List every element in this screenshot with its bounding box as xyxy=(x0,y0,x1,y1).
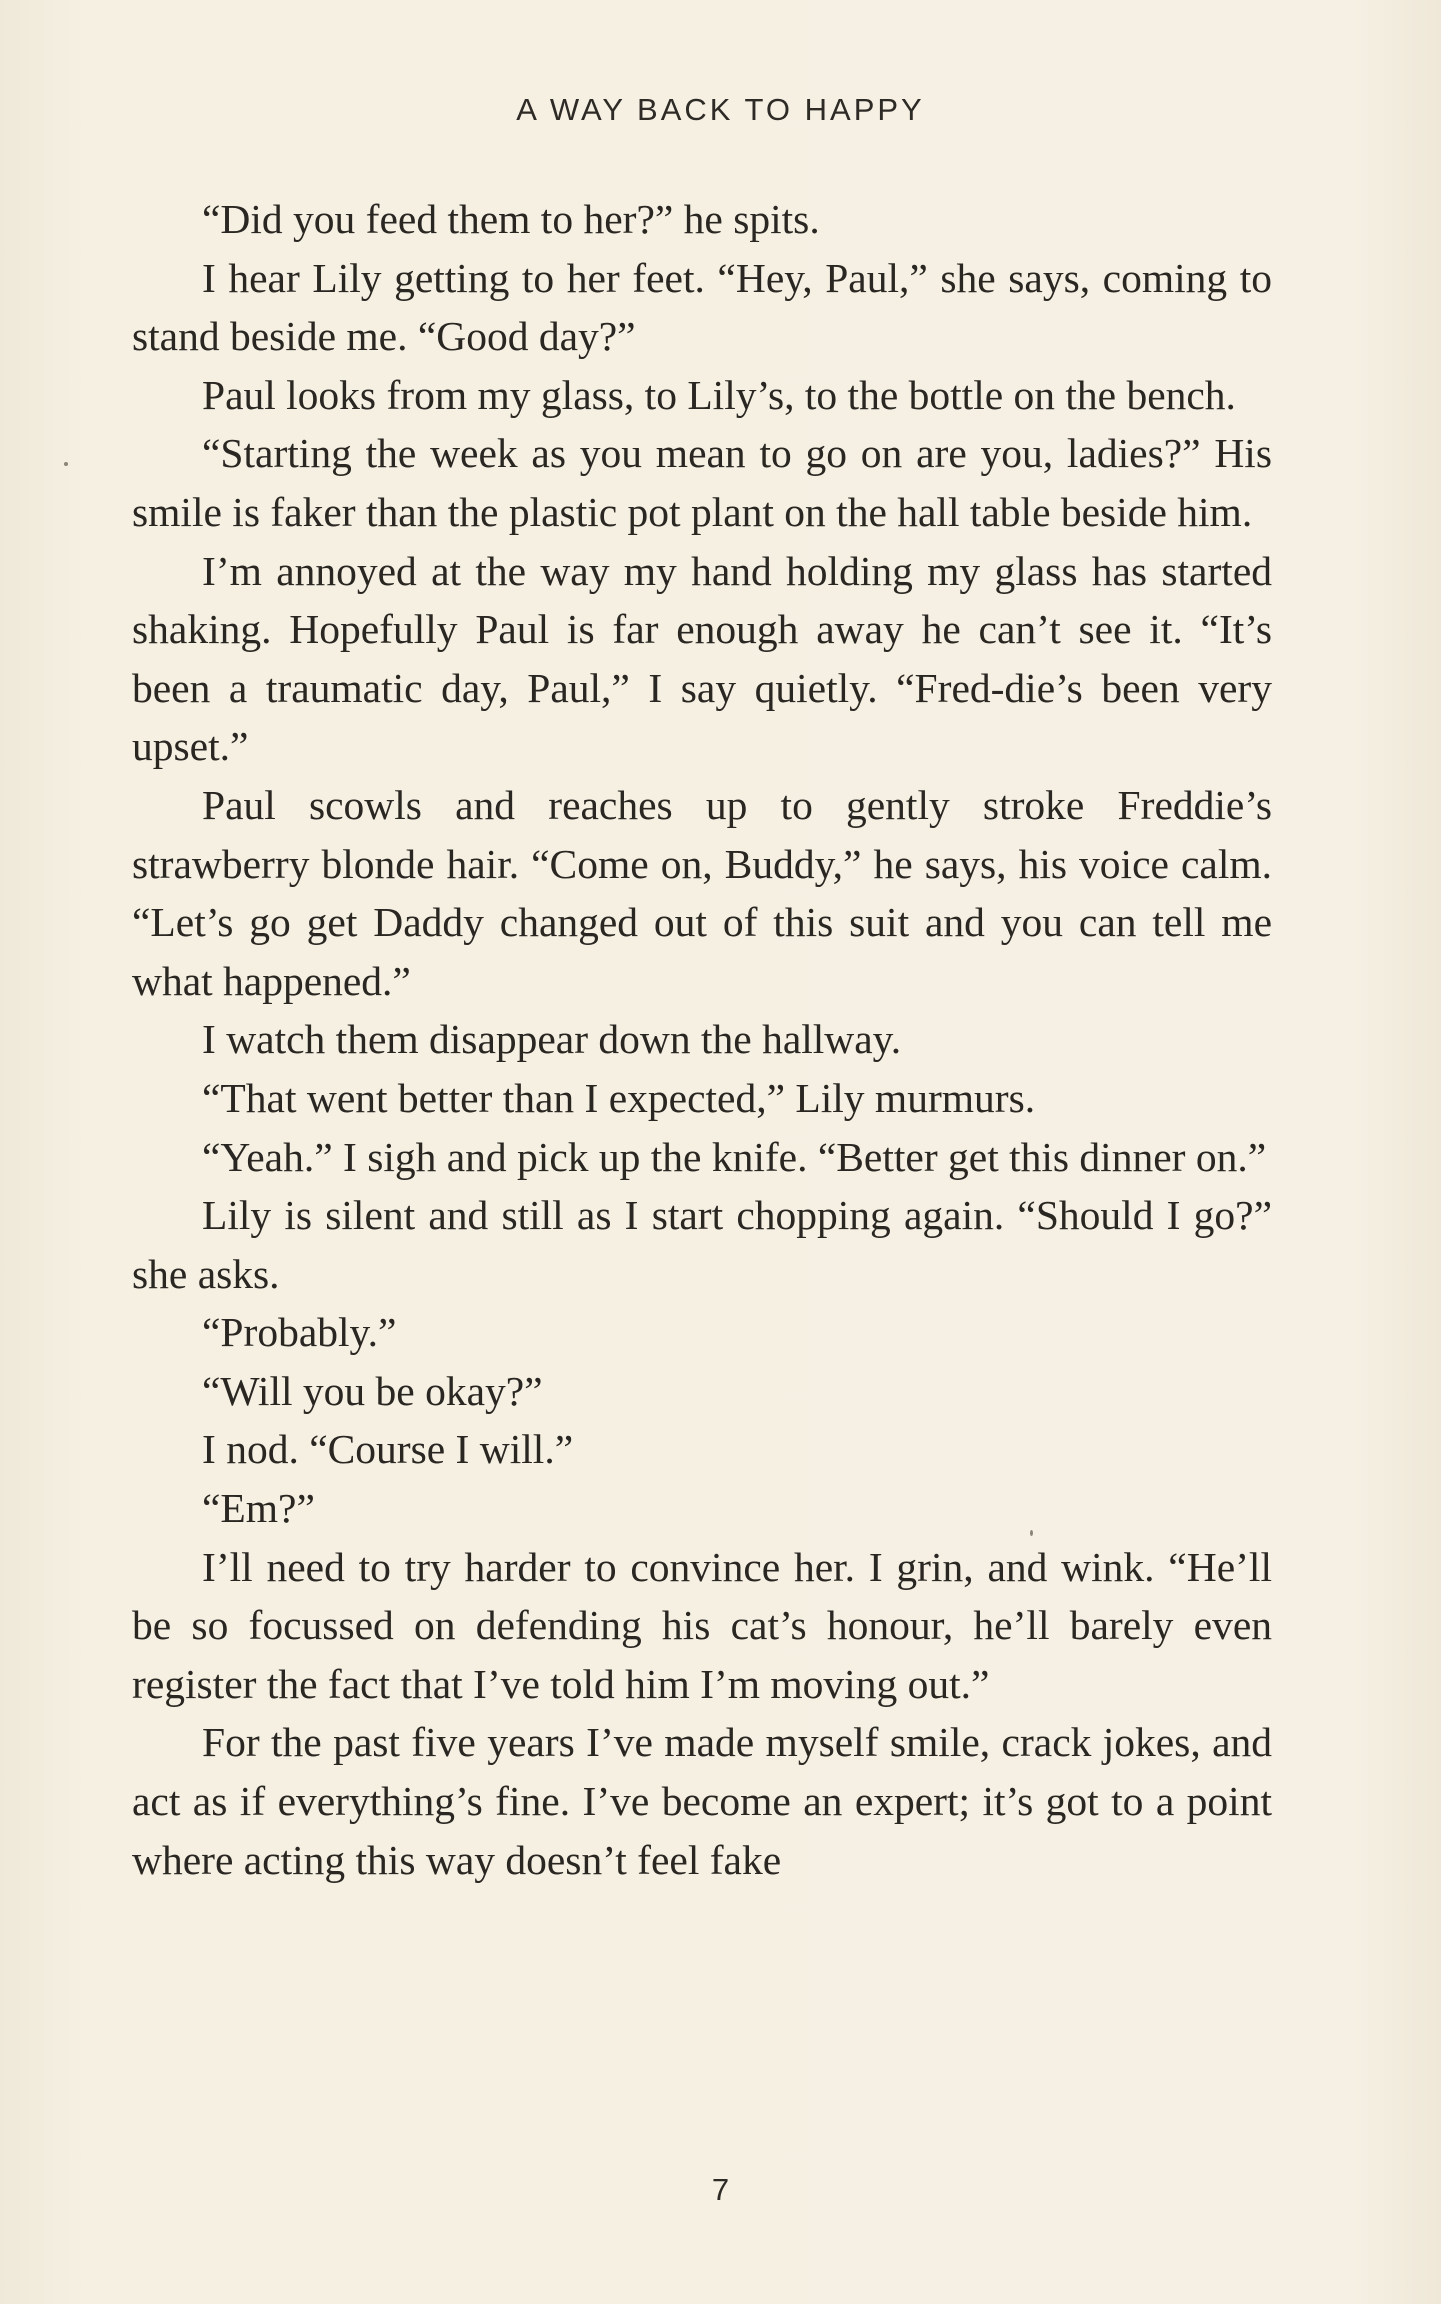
running-head: A WAY BACK TO HAPPY xyxy=(516,92,925,127)
paper-speck xyxy=(64,462,68,466)
paragraph: Lily is silent and still as I start chopping again. “Should I go?” she asks. xyxy=(132,1192,1272,1297)
paragraph: “Did you feed them to her?” he spits. xyxy=(202,196,820,242)
paragraph: “Yeah.” I sigh and pick up the knife. “Better get this dinner on.” xyxy=(202,1133,1267,1180)
paragraph: “That went better than I expected,” Lily murmurs. xyxy=(202,1074,1036,1121)
page-number: 7 xyxy=(711,2172,730,2207)
paragraph: Paul looks from my glass, to Lily’s, to the bottle on the bench. xyxy=(202,371,1236,418)
paragraph: I hear Lily getting to her feet. “Hey, Paul,” she says, coming to stand beside me. “Good day?” xyxy=(132,254,1272,360)
paper-speck xyxy=(1030,1530,1033,1536)
paragraph: For the past five years I’ve made myself smile, crack jokes, and act as if everything’s fine. I’ve become an expert; it’s got to a point where acting this way doesn’t feel fake xyxy=(132,1719,1272,1883)
paragraph: I watch them disappear down the hallway. xyxy=(202,1016,902,1063)
paragraph: “Em?” xyxy=(202,1485,315,1532)
paragraph: I’m annoyed at the way my hand holding my glass has started shaking. Hopefully Paul is far enough away he can’t see it. “It’s been a traumatic day, Paul,” I say quietly. “Fred-die’s been very upset.” xyxy=(132,547,1272,770)
paragraph: “Probably.” xyxy=(202,1309,397,1356)
paragraph: I’ll need to try harder to convince her. I grin, and wink. “He’ll be so focussed on defending his cat’s honour, he’ll barely even register the fact that I’ve told him I’m moving out.” xyxy=(132,1543,1272,1707)
body-text xyxy=(132,190,1272,1889)
paragraph: “Starting the week as you mean to go on are you, ladies?” His smile is faker than the plastic pot plant on the hall table beside him. xyxy=(132,430,1272,535)
paragraph: Paul scowls and reaches up to gently stroke Freddie’s strawberry blonde hair. “Come on, Buddy,” he says, his voice calm. “Let’s go get Daddy changed out of this suit and you can tell me what happened.” xyxy=(132,781,1272,1004)
paragraph: “Will you be okay?” xyxy=(202,1367,543,1414)
paragraph: I nod. “Course I will.” xyxy=(202,1426,574,1473)
